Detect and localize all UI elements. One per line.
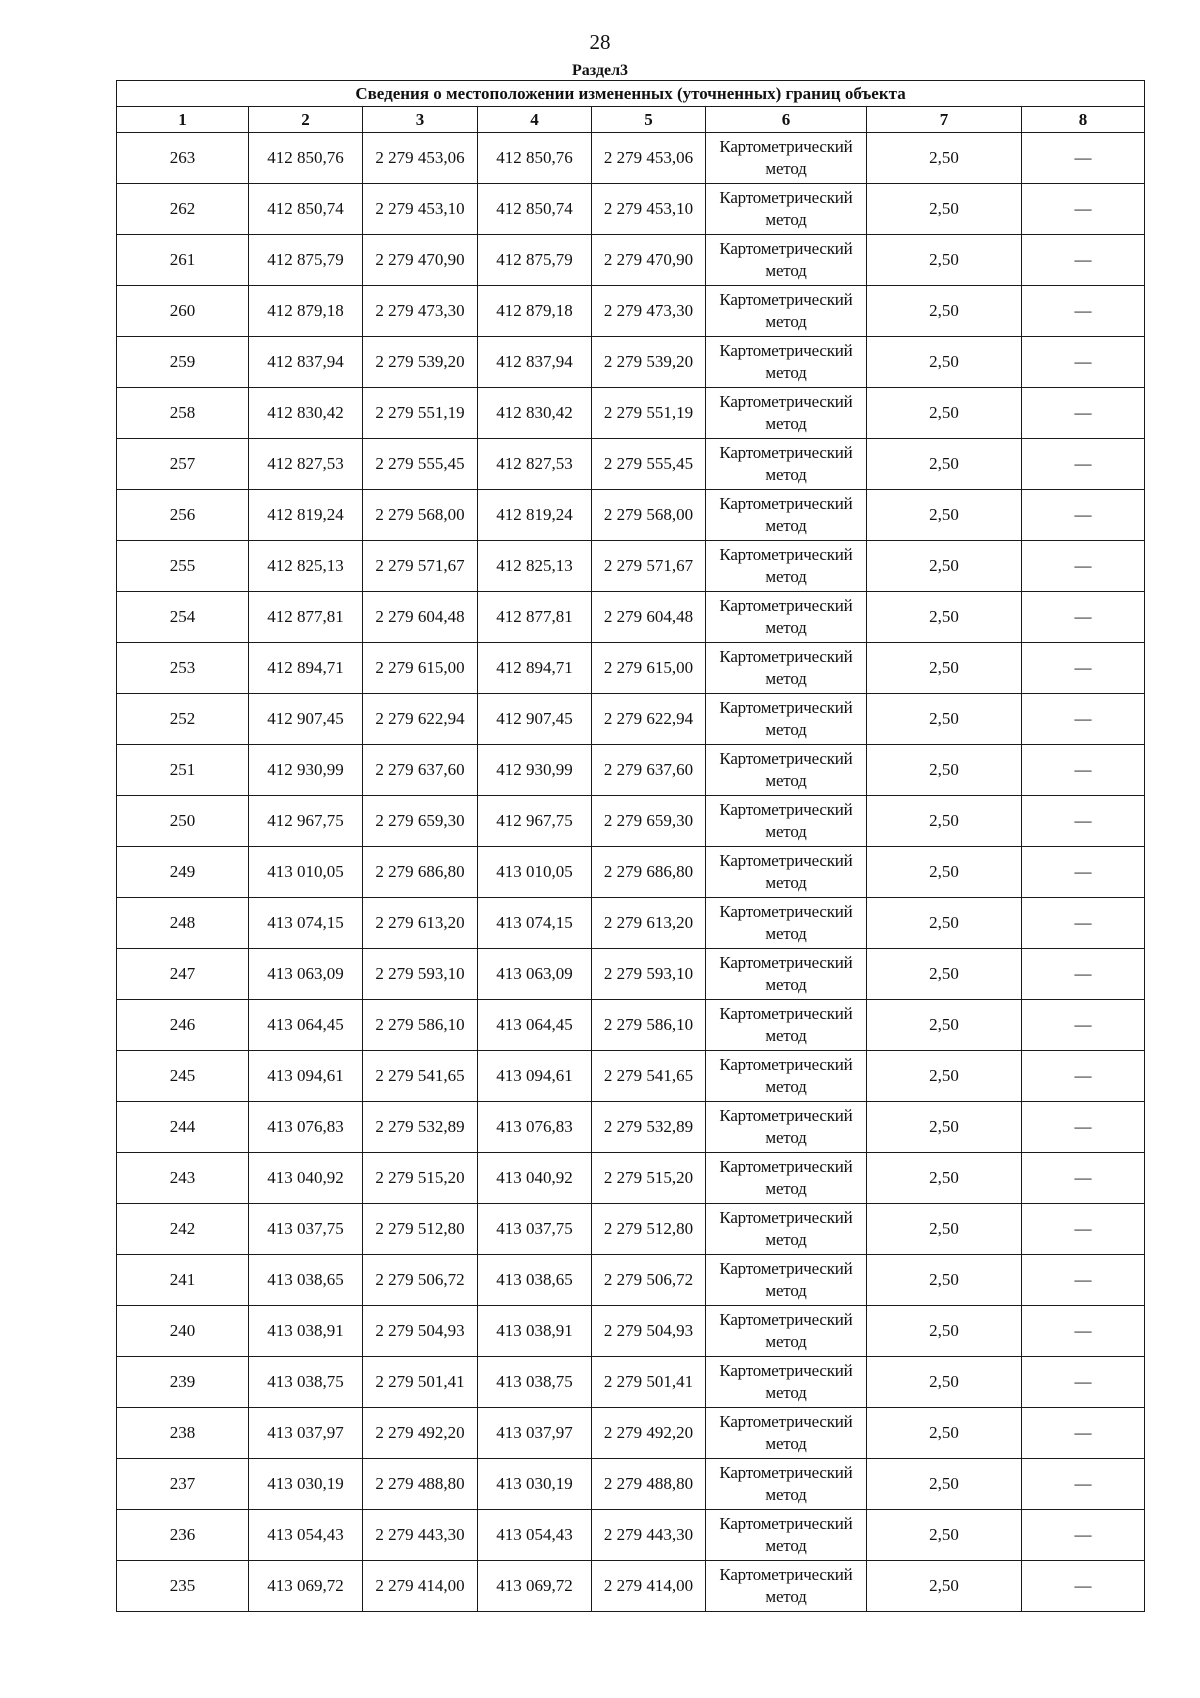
y-new-cell: 2 279 504,93 bbox=[592, 1306, 706, 1357]
table-row bbox=[117, 694, 1145, 745]
y-existing-cell: 2 279 504,93 bbox=[363, 1306, 478, 1357]
x-new-cell: 412 877,81 bbox=[478, 592, 592, 643]
y-new-cell: 2 279 512,80 bbox=[592, 1204, 706, 1255]
x-new-cell: 413 030,19 bbox=[478, 1459, 592, 1510]
determination-method-cell: Картометрический метод bbox=[706, 1153, 867, 1204]
accuracy-cell: 2,50 bbox=[867, 184, 1022, 235]
table-row bbox=[117, 1102, 1145, 1153]
x-existing-cell: 412 907,45 bbox=[249, 694, 363, 745]
determination-method-cell: Картометрический метод bbox=[706, 592, 867, 643]
description-cell: — bbox=[1022, 796, 1145, 847]
table-row bbox=[117, 388, 1145, 439]
determination-method-cell: Картометрический метод bbox=[706, 439, 867, 490]
x-existing-cell: 412 877,81 bbox=[249, 592, 363, 643]
table-row bbox=[117, 1561, 1145, 1612]
determination-method-cell: Картометрический метод bbox=[706, 184, 867, 235]
y-existing-cell: 2 279 613,20 bbox=[363, 898, 478, 949]
point-number-cell: 248 bbox=[117, 898, 249, 949]
y-existing-cell: 2 279 512,80 bbox=[363, 1204, 478, 1255]
column-header-5: 5 bbox=[592, 107, 706, 133]
table-row bbox=[117, 541, 1145, 592]
point-number-cell: 252 bbox=[117, 694, 249, 745]
table-row bbox=[117, 592, 1145, 643]
point-number-cell: 255 bbox=[117, 541, 249, 592]
y-new-cell: 2 279 443,30 bbox=[592, 1510, 706, 1561]
accuracy-cell: 2,50 bbox=[867, 286, 1022, 337]
point-number-cell: 242 bbox=[117, 1204, 249, 1255]
accuracy-cell: 2,50 bbox=[867, 694, 1022, 745]
description-cell: — bbox=[1022, 949, 1145, 1000]
y-new-cell: 2 279 515,20 bbox=[592, 1153, 706, 1204]
table-row bbox=[117, 949, 1145, 1000]
table-row bbox=[117, 796, 1145, 847]
y-new-cell: 2 279 473,30 bbox=[592, 286, 706, 337]
column-header-7: 7 bbox=[867, 107, 1022, 133]
point-number-cell: 262 bbox=[117, 184, 249, 235]
accuracy-cell: 2,50 bbox=[867, 1000, 1022, 1051]
table-row bbox=[117, 745, 1145, 796]
y-existing-cell: 2 279 593,10 bbox=[363, 949, 478, 1000]
x-existing-cell: 413 063,09 bbox=[249, 949, 363, 1000]
y-existing-cell: 2 279 532,89 bbox=[363, 1102, 478, 1153]
accuracy-cell: 2,50 bbox=[867, 1357, 1022, 1408]
table-row bbox=[117, 235, 1145, 286]
x-existing-cell: 413 038,75 bbox=[249, 1357, 363, 1408]
description-cell: — bbox=[1022, 1102, 1145, 1153]
point-number-cell: 236 bbox=[117, 1510, 249, 1561]
x-existing-cell: 413 030,19 bbox=[249, 1459, 363, 1510]
description-cell: — bbox=[1022, 1204, 1145, 1255]
point-number-cell: 243 bbox=[117, 1153, 249, 1204]
description-cell: — bbox=[1022, 694, 1145, 745]
x-existing-cell: 412 850,76 bbox=[249, 133, 363, 184]
y-new-cell: 2 279 604,48 bbox=[592, 592, 706, 643]
x-new-cell: 413 094,61 bbox=[478, 1051, 592, 1102]
x-new-cell: 413 038,75 bbox=[478, 1357, 592, 1408]
y-new-cell: 2 279 571,67 bbox=[592, 541, 706, 592]
accuracy-cell: 2,50 bbox=[867, 235, 1022, 286]
y-existing-cell: 2 279 555,45 bbox=[363, 439, 478, 490]
y-existing-cell: 2 279 501,41 bbox=[363, 1357, 478, 1408]
y-existing-cell: 2 279 659,30 bbox=[363, 796, 478, 847]
point-number-cell: 250 bbox=[117, 796, 249, 847]
description-cell: — bbox=[1022, 541, 1145, 592]
y-new-cell: 2 279 453,06 bbox=[592, 133, 706, 184]
y-new-cell: 2 279 622,94 bbox=[592, 694, 706, 745]
x-existing-cell: 413 038,65 bbox=[249, 1255, 363, 1306]
column-header-2: 2 bbox=[249, 107, 363, 133]
y-existing-cell: 2 279 453,06 bbox=[363, 133, 478, 184]
accuracy-cell: 2,50 bbox=[867, 1459, 1022, 1510]
accuracy-cell: 2,50 bbox=[867, 1153, 1022, 1204]
accuracy-cell: 2,50 bbox=[867, 133, 1022, 184]
table-row bbox=[117, 439, 1145, 490]
y-existing-cell: 2 279 571,67 bbox=[363, 541, 478, 592]
accuracy-cell: 2,50 bbox=[867, 745, 1022, 796]
y-existing-cell: 2 279 586,10 bbox=[363, 1000, 478, 1051]
y-new-cell: 2 279 659,30 bbox=[592, 796, 706, 847]
description-cell: — bbox=[1022, 1561, 1145, 1612]
table-row bbox=[117, 1204, 1145, 1255]
description-cell: — bbox=[1022, 1357, 1145, 1408]
x-existing-cell: 413 064,45 bbox=[249, 1000, 363, 1051]
x-new-cell: 413 040,92 bbox=[478, 1153, 592, 1204]
point-number-cell: 258 bbox=[117, 388, 249, 439]
point-number-cell: 244 bbox=[117, 1102, 249, 1153]
x-existing-cell: 412 850,74 bbox=[249, 184, 363, 235]
determination-method-cell: Картометрический метод bbox=[706, 337, 867, 388]
point-number-cell: 261 bbox=[117, 235, 249, 286]
determination-method-cell: Картометрический метод bbox=[706, 694, 867, 745]
y-new-cell: 2 279 637,60 bbox=[592, 745, 706, 796]
accuracy-cell: 2,50 bbox=[867, 1204, 1022, 1255]
x-new-cell: 412 837,94 bbox=[478, 337, 592, 388]
column-header-1: 1 bbox=[117, 107, 249, 133]
column-header-6: 6 bbox=[706, 107, 867, 133]
x-existing-cell: 413 074,15 bbox=[249, 898, 363, 949]
description-cell: — bbox=[1022, 847, 1145, 898]
y-existing-cell: 2 279 541,65 bbox=[363, 1051, 478, 1102]
x-existing-cell: 412 830,42 bbox=[249, 388, 363, 439]
description-cell: — bbox=[1022, 643, 1145, 694]
y-existing-cell: 2 279 568,00 bbox=[363, 490, 478, 541]
determination-method-cell: Картометрический метод bbox=[706, 1000, 867, 1051]
y-existing-cell: 2 279 492,20 bbox=[363, 1408, 478, 1459]
point-number-cell: 254 bbox=[117, 592, 249, 643]
x-new-cell: 413 037,97 bbox=[478, 1408, 592, 1459]
table-body bbox=[117, 133, 1145, 1612]
determination-method-cell: Картометрический метод bbox=[706, 1357, 867, 1408]
determination-method-cell: Картометрический метод bbox=[706, 1102, 867, 1153]
determination-method-cell: Картометрический метод bbox=[706, 490, 867, 541]
determination-method-cell: Картометрический метод bbox=[706, 235, 867, 286]
x-existing-cell: 413 040,92 bbox=[249, 1153, 363, 1204]
x-new-cell: 413 054,43 bbox=[478, 1510, 592, 1561]
description-cell: — bbox=[1022, 1510, 1145, 1561]
x-existing-cell: 413 037,97 bbox=[249, 1408, 363, 1459]
x-new-cell: 412 894,71 bbox=[478, 643, 592, 694]
y-existing-cell: 2 279 551,19 bbox=[363, 388, 478, 439]
determination-method-cell: Картометрический метод bbox=[706, 1306, 867, 1357]
x-existing-cell: 412 879,18 bbox=[249, 286, 363, 337]
accuracy-cell: 2,50 bbox=[867, 796, 1022, 847]
accuracy-cell: 2,50 bbox=[867, 1306, 1022, 1357]
y-new-cell: 2 279 539,20 bbox=[592, 337, 706, 388]
x-new-cell: 413 063,09 bbox=[478, 949, 592, 1000]
column-header-4: 4 bbox=[478, 107, 592, 133]
determination-method-cell: Картометрический метод bbox=[706, 1510, 867, 1561]
table-row bbox=[117, 1510, 1145, 1561]
point-number-cell: 263 bbox=[117, 133, 249, 184]
x-new-cell: 412 875,79 bbox=[478, 235, 592, 286]
point-number-cell: 237 bbox=[117, 1459, 249, 1510]
table-row bbox=[117, 184, 1145, 235]
description-cell: — bbox=[1022, 1459, 1145, 1510]
determination-method-cell: Картометрический метод bbox=[706, 541, 867, 592]
description-cell: — bbox=[1022, 235, 1145, 286]
determination-method-cell: Картометрический метод bbox=[706, 847, 867, 898]
determination-method-cell: Картометрический метод bbox=[706, 1459, 867, 1510]
description-cell: — bbox=[1022, 1408, 1145, 1459]
description-cell: — bbox=[1022, 592, 1145, 643]
accuracy-cell: 2,50 bbox=[867, 541, 1022, 592]
description-cell: — bbox=[1022, 1051, 1145, 1102]
y-existing-cell: 2 279 473,30 bbox=[363, 286, 478, 337]
x-new-cell: 412 907,45 bbox=[478, 694, 592, 745]
description-cell: — bbox=[1022, 1000, 1145, 1051]
column-header-row bbox=[117, 107, 1145, 133]
table-row bbox=[117, 1306, 1145, 1357]
y-existing-cell: 2 279 515,20 bbox=[363, 1153, 478, 1204]
accuracy-cell: 2,50 bbox=[867, 592, 1022, 643]
point-number-cell: 246 bbox=[117, 1000, 249, 1051]
accuracy-cell: 2,50 bbox=[867, 1255, 1022, 1306]
y-new-cell: 2 279 555,45 bbox=[592, 439, 706, 490]
table-row bbox=[117, 490, 1145, 541]
y-new-cell: 2 279 568,00 bbox=[592, 490, 706, 541]
accuracy-cell: 2,50 bbox=[867, 898, 1022, 949]
point-number-cell: 240 bbox=[117, 1306, 249, 1357]
point-number-cell: 249 bbox=[117, 847, 249, 898]
x-existing-cell: 412 825,13 bbox=[249, 541, 363, 592]
table-row bbox=[117, 898, 1145, 949]
point-number-cell: 247 bbox=[117, 949, 249, 1000]
accuracy-cell: 2,50 bbox=[867, 949, 1022, 1000]
description-cell: — bbox=[1022, 286, 1145, 337]
accuracy-cell: 2,50 bbox=[867, 337, 1022, 388]
x-existing-cell: 412 837,94 bbox=[249, 337, 363, 388]
point-number-cell: 238 bbox=[117, 1408, 249, 1459]
point-number-cell: 245 bbox=[117, 1051, 249, 1102]
description-cell: — bbox=[1022, 1255, 1145, 1306]
x-new-cell: 412 850,76 bbox=[478, 133, 592, 184]
table-row bbox=[117, 1000, 1145, 1051]
y-existing-cell: 2 279 414,00 bbox=[363, 1561, 478, 1612]
determination-method-cell: Картометрический метод bbox=[706, 898, 867, 949]
x-new-cell: 412 967,75 bbox=[478, 796, 592, 847]
x-new-cell: 413 010,05 bbox=[478, 847, 592, 898]
point-number-cell: 259 bbox=[117, 337, 249, 388]
section-title: Раздел3 bbox=[571, 62, 629, 79]
accuracy-cell: 2,50 bbox=[867, 1051, 1022, 1102]
y-new-cell: 2 279 492,20 bbox=[592, 1408, 706, 1459]
column-header-3: 3 bbox=[363, 107, 478, 133]
y-new-cell: 2 279 532,89 bbox=[592, 1102, 706, 1153]
table-row bbox=[117, 1408, 1145, 1459]
y-new-cell: 2 279 615,00 bbox=[592, 643, 706, 694]
y-new-cell: 2 279 488,80 bbox=[592, 1459, 706, 1510]
x-new-cell: 413 074,15 bbox=[478, 898, 592, 949]
x-existing-cell: 413 094,61 bbox=[249, 1051, 363, 1102]
x-existing-cell: 412 894,71 bbox=[249, 643, 363, 694]
y-existing-cell: 2 279 615,00 bbox=[363, 643, 478, 694]
x-existing-cell: 412 875,79 bbox=[249, 235, 363, 286]
accuracy-cell: 2,50 bbox=[867, 643, 1022, 694]
x-existing-cell: 413 076,83 bbox=[249, 1102, 363, 1153]
table-row bbox=[117, 1255, 1145, 1306]
description-cell: — bbox=[1022, 1153, 1145, 1204]
description-cell: — bbox=[1022, 337, 1145, 388]
accuracy-cell: 2,50 bbox=[867, 1408, 1022, 1459]
point-number-cell: 239 bbox=[117, 1357, 249, 1408]
table-caption: Сведения о местоположении измененных (уточненных) границ объекта bbox=[117, 81, 1145, 107]
x-new-cell: 413 076,83 bbox=[478, 1102, 592, 1153]
determination-method-cell: Картометрический метод bbox=[706, 643, 867, 694]
accuracy-cell: 2,50 bbox=[867, 1102, 1022, 1153]
determination-method-cell: Картометрический метод bbox=[706, 745, 867, 796]
description-cell: — bbox=[1022, 1306, 1145, 1357]
description-cell: — bbox=[1022, 490, 1145, 541]
accuracy-cell: 2,50 bbox=[867, 439, 1022, 490]
y-existing-cell: 2 279 539,20 bbox=[363, 337, 478, 388]
accuracy-cell: 2,50 bbox=[867, 388, 1022, 439]
x-new-cell: 413 069,72 bbox=[478, 1561, 592, 1612]
y-new-cell: 2 279 453,10 bbox=[592, 184, 706, 235]
x-new-cell: 413 038,91 bbox=[478, 1306, 592, 1357]
table-row bbox=[117, 337, 1145, 388]
x-new-cell: 412 819,24 bbox=[478, 490, 592, 541]
table-row bbox=[117, 847, 1145, 898]
y-new-cell: 2 279 613,20 bbox=[592, 898, 706, 949]
table-row bbox=[117, 643, 1145, 694]
x-new-cell: 412 930,99 bbox=[478, 745, 592, 796]
point-number-cell: 257 bbox=[117, 439, 249, 490]
boundary-coordinates-table bbox=[116, 80, 1145, 1612]
page-number: 28 bbox=[589, 30, 611, 54]
x-new-cell: 413 038,65 bbox=[478, 1255, 592, 1306]
point-number-cell: 235 bbox=[117, 1561, 249, 1612]
table-row bbox=[117, 1357, 1145, 1408]
determination-method-cell: Картометрический метод bbox=[706, 1561, 867, 1612]
accuracy-cell: 2,50 bbox=[867, 847, 1022, 898]
point-number-cell: 256 bbox=[117, 490, 249, 541]
determination-method-cell: Картометрический метод bbox=[706, 1255, 867, 1306]
description-cell: — bbox=[1022, 745, 1145, 796]
accuracy-cell: 2,50 bbox=[867, 490, 1022, 541]
determination-method-cell: Картометрический метод bbox=[706, 133, 867, 184]
determination-method-cell: Картометрический метод bbox=[706, 949, 867, 1000]
description-cell: — bbox=[1022, 133, 1145, 184]
x-new-cell: 412 830,42 bbox=[478, 388, 592, 439]
x-existing-cell: 412 930,99 bbox=[249, 745, 363, 796]
determination-method-cell: Картометрический метод bbox=[706, 388, 867, 439]
x-new-cell: 412 827,53 bbox=[478, 439, 592, 490]
y-existing-cell: 2 279 622,94 bbox=[363, 694, 478, 745]
description-cell: — bbox=[1022, 439, 1145, 490]
x-existing-cell: 412 819,24 bbox=[249, 490, 363, 541]
determination-method-cell: Картометрический метод bbox=[706, 1408, 867, 1459]
x-new-cell: 412 825,13 bbox=[478, 541, 592, 592]
x-existing-cell: 412 827,53 bbox=[249, 439, 363, 490]
y-new-cell: 2 279 506,72 bbox=[592, 1255, 706, 1306]
point-number-cell: 251 bbox=[117, 745, 249, 796]
table-row bbox=[117, 133, 1145, 184]
y-existing-cell: 2 279 686,80 bbox=[363, 847, 478, 898]
y-existing-cell: 2 279 637,60 bbox=[363, 745, 478, 796]
y-new-cell: 2 279 501,41 bbox=[592, 1357, 706, 1408]
y-new-cell: 2 279 470,90 bbox=[592, 235, 706, 286]
accuracy-cell: 2,50 bbox=[867, 1510, 1022, 1561]
determination-method-cell: Картометрический метод bbox=[706, 1051, 867, 1102]
y-existing-cell: 2 279 506,72 bbox=[363, 1255, 478, 1306]
description-cell: — bbox=[1022, 184, 1145, 235]
y-existing-cell: 2 279 453,10 bbox=[363, 184, 478, 235]
description-cell: — bbox=[1022, 898, 1145, 949]
point-number-cell: 260 bbox=[117, 286, 249, 337]
table-row bbox=[117, 1051, 1145, 1102]
y-existing-cell: 2 279 443,30 bbox=[363, 1510, 478, 1561]
y-new-cell: 2 279 551,19 bbox=[592, 388, 706, 439]
table-row bbox=[117, 286, 1145, 337]
determination-method-cell: Картометрический метод bbox=[706, 796, 867, 847]
x-new-cell: 413 037,75 bbox=[478, 1204, 592, 1255]
table-row bbox=[117, 1459, 1145, 1510]
y-existing-cell: 2 279 488,80 bbox=[363, 1459, 478, 1510]
x-existing-cell: 413 037,75 bbox=[249, 1204, 363, 1255]
x-existing-cell: 413 038,91 bbox=[249, 1306, 363, 1357]
y-new-cell: 2 279 586,10 bbox=[592, 1000, 706, 1051]
y-existing-cell: 2 279 604,48 bbox=[363, 592, 478, 643]
point-number-cell: 253 bbox=[117, 643, 249, 694]
x-new-cell: 412 879,18 bbox=[478, 286, 592, 337]
point-number-cell: 241 bbox=[117, 1255, 249, 1306]
x-existing-cell: 412 967,75 bbox=[249, 796, 363, 847]
table-row bbox=[117, 1153, 1145, 1204]
x-new-cell: 413 064,45 bbox=[478, 1000, 592, 1051]
x-existing-cell: 413 054,43 bbox=[249, 1510, 363, 1561]
description-cell: — bbox=[1022, 388, 1145, 439]
y-new-cell: 2 279 686,80 bbox=[592, 847, 706, 898]
y-new-cell: 2 279 593,10 bbox=[592, 949, 706, 1000]
determination-method-cell: Картометрический метод bbox=[706, 286, 867, 337]
y-new-cell: 2 279 541,65 bbox=[592, 1051, 706, 1102]
y-new-cell: 2 279 414,00 bbox=[592, 1561, 706, 1612]
x-existing-cell: 413 010,05 bbox=[249, 847, 363, 898]
accuracy-cell: 2,50 bbox=[867, 1561, 1022, 1612]
determination-method-cell: Картометрический метод bbox=[706, 1204, 867, 1255]
y-existing-cell: 2 279 470,90 bbox=[363, 235, 478, 286]
x-new-cell: 412 850,74 bbox=[478, 184, 592, 235]
column-header-8: 8 bbox=[1022, 107, 1145, 133]
x-existing-cell: 413 069,72 bbox=[249, 1561, 363, 1612]
